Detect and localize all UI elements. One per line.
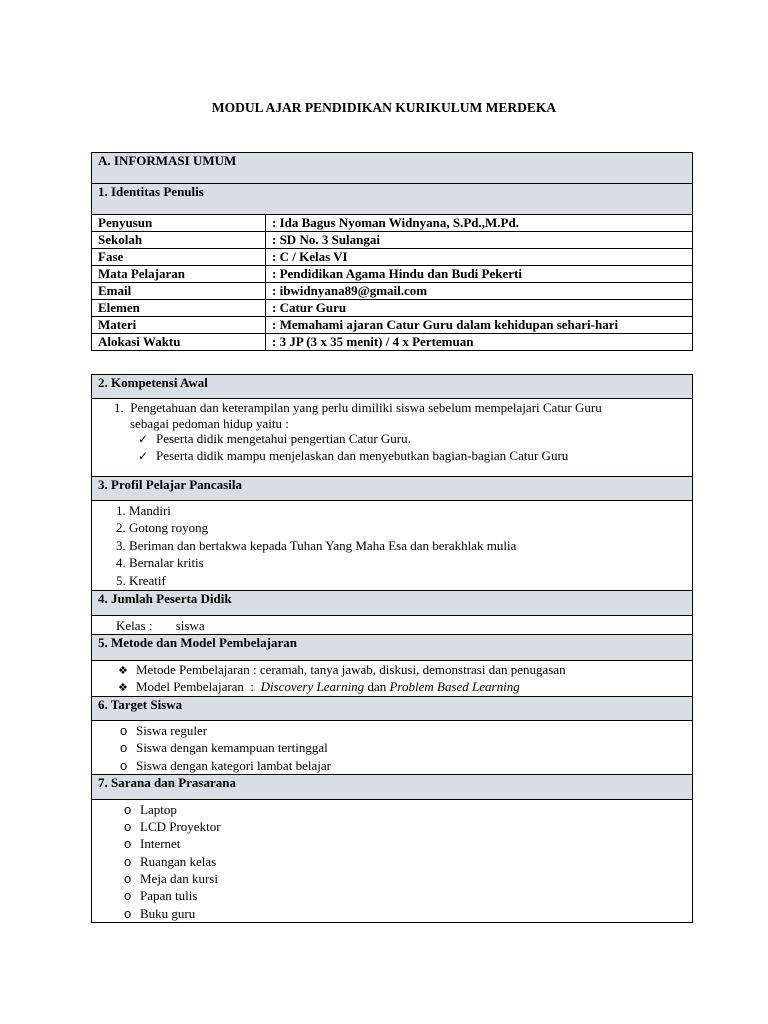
list-item: o Siswa dengan kemampuan tertinggal — [120, 740, 328, 756]
value-elemen: : Catur Guru — [266, 300, 693, 317]
value-mata-pelajaran: : Pendidikan Agama Hindu dan Budi Pekerti — [266, 266, 693, 283]
metode-heading: 5. Metode dan Model Pembelajaran — [92, 635, 693, 661]
kompetensi-heading: 2. Kompetensi Awal — [92, 375, 693, 399]
kompetensi-item: 1. Pengetahuan dan keterampilan yang perlu dimiliki siswa sebelum mempelajari Catur Guru — [114, 400, 602, 415]
metode-content — [92, 661, 693, 697]
circle-bullet-icon: o — [124, 801, 132, 817]
list-item: o Siswa reguler — [120, 723, 208, 738]
label-materi: Materi — [92, 317, 266, 334]
value-sekolah: : SD No. 3 Sulangai — [266, 232, 693, 249]
list-item: o Ruangan kelas — [124, 853, 217, 869]
siswa-label: siswa — [175, 618, 205, 633]
label-penyusun: Penyusun — [92, 215, 266, 232]
circle-bullet-icon: o — [124, 888, 132, 904]
list-item: 1. Mandiri — [116, 503, 171, 518]
label-email: Email — [92, 283, 266, 300]
circle-bullet-icon: o — [124, 853, 132, 869]
list-item: o Internet — [124, 836, 181, 852]
value-email: : ibwidnyana89@gmail.com — [266, 283, 693, 300]
profil-heading: 3. Profil Pelajar Pancasila — [92, 477, 693, 501]
value-alokasi-waktu: : 3 JP (3 x 35 menit) / 4 x Pertemuan — [266, 334, 693, 351]
circle-bullet-icon: o — [124, 819, 132, 835]
kelas-label: Kelas : — [116, 618, 153, 633]
list-item: o LCD Proyektor — [124, 819, 221, 835]
label-sekolah: Sekolah — [92, 232, 266, 249]
circle-bullet-icon: o — [120, 740, 128, 756]
diamond-bullet-icon: ❖ — [118, 664, 128, 677]
profil-content — [92, 501, 693, 591]
check-item: ✓ Peserta didik mengetahui pengertian Catur Guru. — [138, 431, 411, 446]
list-item: 3. Beriman dan bertakwa kepada Tuhan Yang Maha Esa dan berakhlak mulia — [116, 537, 517, 553]
metode-item: ❖ Metode Pembelajaran : ceramah, tanya jawab, diskusi, demonstrasi dan penugasan — [118, 662, 566, 677]
identitas-table — [91, 152, 693, 351]
list-item: o Buku guru — [124, 905, 196, 921]
list-item: 2. Gotong royong — [116, 520, 209, 536]
value-fase: : C / Kelas VI — [266, 249, 693, 266]
list-item: o Meja dan kursi — [124, 871, 218, 887]
label-alokasi-waktu: Alokasi Waktu — [92, 334, 266, 351]
value-materi: : Memahami ajaran Catur Guru dalam kehidupan sehari-hari — [266, 317, 693, 334]
list-item: o Siswa dengan kategori lambat belajar — [120, 757, 331, 773]
list-item: o Papan tulis — [124, 888, 198, 904]
value-penyusun: : Ida Bagus Nyoman Widnyana, S.Pd.,M.Pd. — [266, 215, 693, 232]
label-mata-pelajaran: Mata Pelajaran — [92, 266, 266, 283]
circle-bullet-icon: o — [120, 723, 128, 738]
checkmark-icon: ✓ — [138, 448, 149, 463]
detail-table — [91, 374, 693, 923]
circle-bullet-icon: o — [124, 905, 132, 921]
section-a-heading: A. INFORMASI UMUM — [92, 153, 693, 184]
jumlah-heading: 4. Jumlah Peserta Didik — [92, 591, 693, 616]
circle-bullet-icon: o — [124, 836, 132, 852]
target-content — [92, 721, 693, 775]
circle-bullet-icon: o — [120, 757, 128, 773]
list-item: o Laptop — [124, 801, 177, 817]
sarana-heading: 7. Sarana dan Prasarana — [92, 774, 693, 799]
model-item: ❖ Model Pembelajaran : Discovery Learning dan Problem Based Learning — [118, 679, 520, 694]
diamond-bullet-icon: ❖ — [118, 681, 128, 694]
kompetensi-content: 1. Pengetahuan dan keterampilan yang perlu dimiliki siswa sebelum mempelajari Catur Guru sebagai pedoman hidup yaitu : ✓ Peserta didik mengetahui pengertian Catur Guru. ✓ Peserta didik mampu menjelaskan dan menyebutkan bagian-bagian Catur Guru — [92, 399, 693, 477]
identitas-heading: 1. Identitas Penulis — [92, 184, 693, 215]
checkmark-icon: ✓ — [138, 432, 149, 446]
circle-bullet-icon: o — [124, 871, 132, 887]
list-item: 5. Kreatif — [116, 572, 166, 588]
list-item: 4. Bernalar kritis — [116, 555, 204, 571]
label-elemen: Elemen — [92, 300, 266, 317]
document-title: MODUL AJAR PENDIDIKAN KURIKULUM MERDEKA — [211, 100, 557, 115]
jumlah-content — [92, 616, 693, 635]
check-item: ✓ Peserta didik mampu menjelaskan dan menyebutkan bagian-bagian Catur Guru — [138, 447, 569, 463]
target-heading: 6. Target Siswa — [92, 697, 693, 721]
label-fase: Fase — [92, 249, 266, 266]
sarana-content — [92, 799, 693, 922]
